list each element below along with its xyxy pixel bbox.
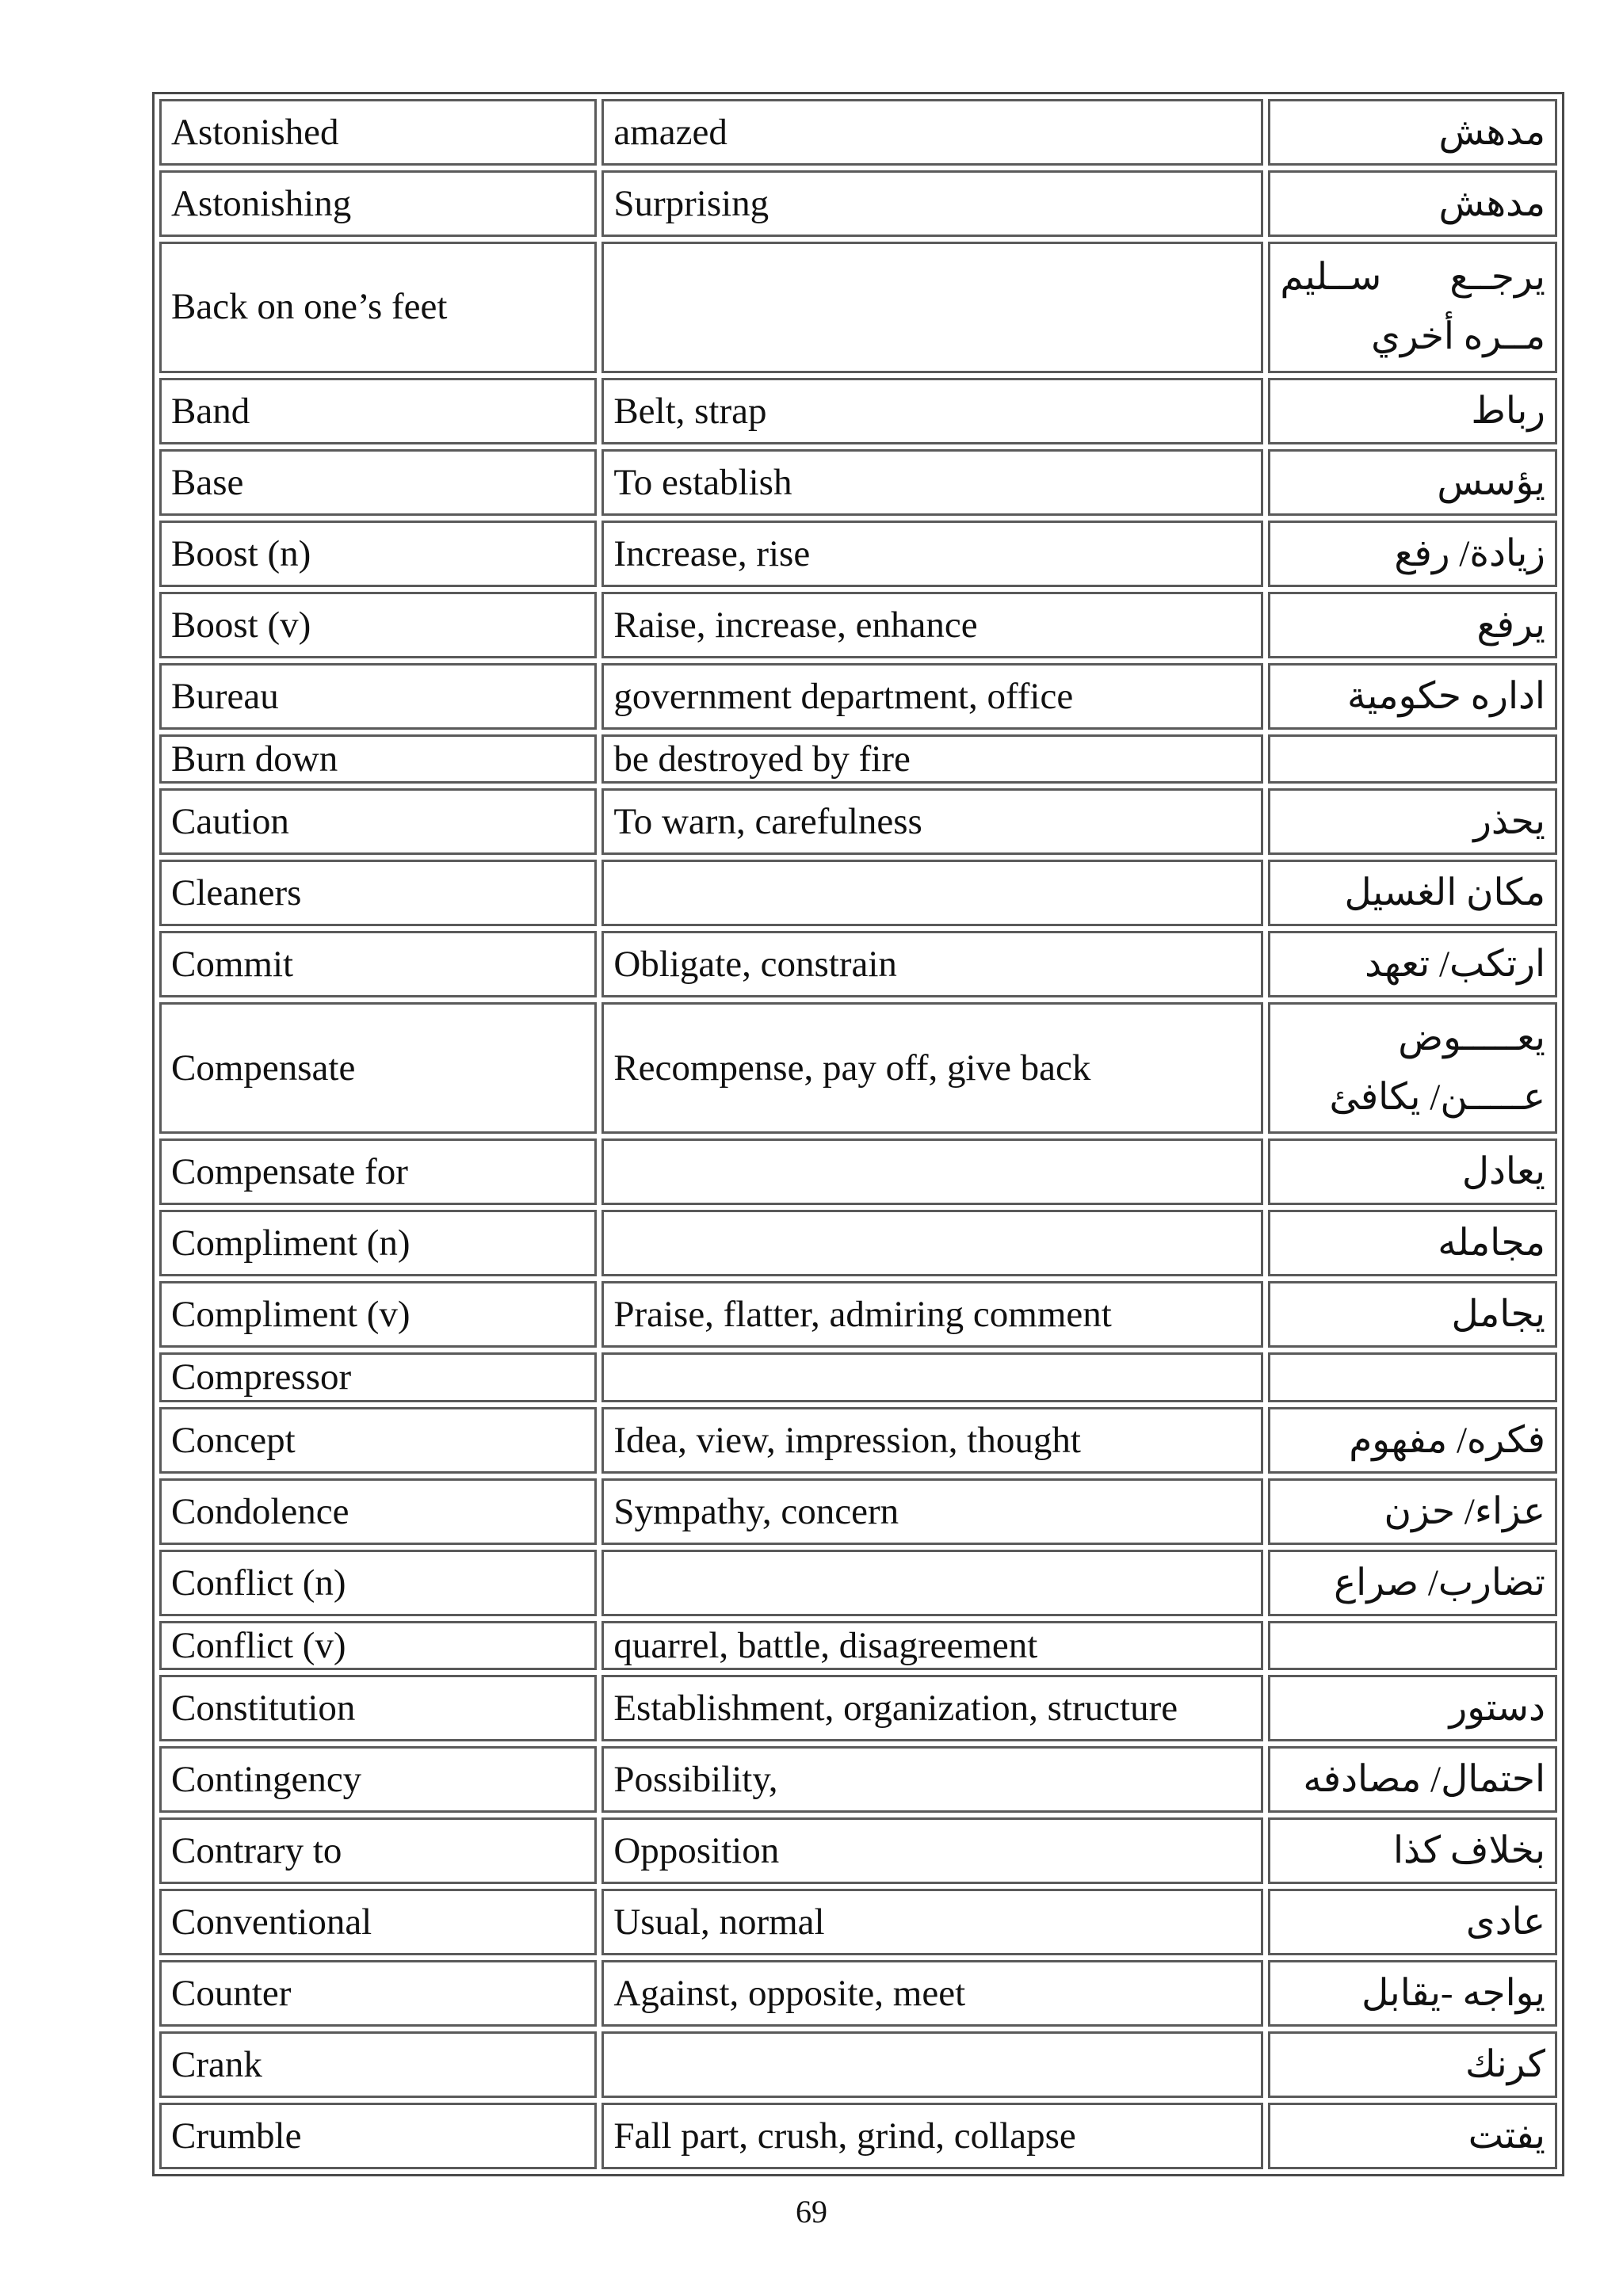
table-row — [159, 242, 1557, 373]
synonyms-cell: Recompense, pay off, give back — [601, 1002, 1263, 1134]
term-cell: Counter — [159, 1960, 597, 2027]
synonyms-cell — [601, 860, 1263, 926]
synonyms-cell: Opposition — [601, 1817, 1263, 1884]
arabic-cell: يؤسس — [1268, 449, 1557, 516]
term-cell: Constitution — [159, 1675, 597, 1741]
term-cell: Compliment (v) — [159, 1281, 597, 1348]
arabic-cell: يواجه -يقابل — [1268, 1960, 1557, 2027]
term-cell: Boost (v) — [159, 592, 597, 658]
table-row — [159, 1550, 1557, 1616]
arabic-cell: ارتكب/ تعهد — [1268, 931, 1557, 997]
arabic-cell: احتمال/ مصادفه — [1268, 1746, 1557, 1813]
term-cell: Base — [159, 449, 597, 516]
arabic-cell: تضارب/ صراع — [1268, 1550, 1557, 1616]
table-row — [159, 1478, 1557, 1545]
table-row — [159, 1621, 1557, 1670]
table-row — [159, 99, 1557, 166]
synonyms-cell: To warn, carefulness — [601, 788, 1263, 855]
synonyms-cell: government department, office — [601, 663, 1263, 730]
synonyms-cell: To establish — [601, 449, 1263, 516]
term-cell: Compensate — [159, 1002, 597, 1134]
synonyms-cell: Establishment, organization, structure — [601, 1675, 1263, 1741]
arabic-cell: مجامله — [1268, 1210, 1557, 1276]
arabic-cell: دستور — [1268, 1675, 1557, 1741]
table-row — [159, 1817, 1557, 1884]
table-row — [159, 378, 1557, 444]
synonyms-cell: Obligate, constrain — [601, 931, 1263, 997]
table-row — [159, 931, 1557, 997]
arabic-cell: يرفع — [1268, 592, 1557, 658]
table-row — [159, 734, 1557, 784]
synonyms-cell: amazed — [601, 99, 1263, 166]
table-row — [159, 2031, 1557, 2098]
term-cell: Compressor — [159, 1352, 597, 1402]
vocabulary-table — [152, 92, 1564, 2176]
term-cell: Contrary to — [159, 1817, 597, 1884]
synonyms-cell — [601, 242, 1263, 373]
arabic-cell: يفتت — [1268, 2103, 1557, 2169]
arabic-cell: كرنك — [1268, 2031, 1557, 2098]
synonyms-cell: Possibility, — [601, 1746, 1263, 1813]
term-cell: Bureau — [159, 663, 597, 730]
synonyms-cell: Against, opposite, meet — [601, 1960, 1263, 2027]
table-row — [159, 592, 1557, 658]
synonyms-cell: Belt, strap — [601, 378, 1263, 444]
term-cell: Burn down — [159, 734, 597, 784]
term-cell: Conflict (n) — [159, 1550, 597, 1616]
table-row — [159, 1960, 1557, 2027]
table-row — [159, 1407, 1557, 1474]
vocabulary-table-body — [159, 99, 1557, 2169]
table-row — [159, 1002, 1557, 1134]
synonyms-cell: Fall part, crush, grind, collapse — [601, 2103, 1263, 2169]
arabic-cell — [1268, 1621, 1557, 1670]
term-cell: Back on one’s feet — [159, 242, 597, 373]
term-cell: Astonishing — [159, 170, 597, 237]
term-cell: Caution — [159, 788, 597, 855]
arabic-cell: رباط — [1268, 378, 1557, 444]
arabic-cell: يجامل — [1268, 1281, 1557, 1348]
page-number: 69 — [796, 2194, 827, 2229]
synonyms-cell — [601, 1550, 1263, 1616]
synonyms-cell: Sympathy, concern — [601, 1478, 1263, 1545]
synonyms-cell: Surprising — [601, 170, 1263, 237]
term-cell: Concept — [159, 1407, 597, 1474]
table-row — [159, 2103, 1557, 2169]
synonyms-cell — [601, 1138, 1263, 1205]
table-row — [159, 1889, 1557, 1955]
table-row — [159, 788, 1557, 855]
table-row — [159, 1138, 1557, 1205]
table-row — [159, 449, 1557, 516]
arabic-cell: زيادة/ رفع — [1268, 521, 1557, 587]
term-cell: Contingency — [159, 1746, 597, 1813]
arabic-cell: مدهش — [1268, 170, 1557, 237]
synonyms-cell — [601, 2031, 1263, 2098]
arabic-cell — [1268, 734, 1557, 784]
synonyms-cell: Raise, increase, enhance — [601, 592, 1263, 658]
arabic-cell — [1268, 1352, 1557, 1402]
term-cell: Boost (n) — [159, 521, 597, 587]
table-row — [159, 1675, 1557, 1741]
table-row — [159, 1746, 1557, 1813]
arabic-cell: فكره/ مفهوم — [1268, 1407, 1557, 1474]
term-cell: Astonished — [159, 99, 597, 166]
synonyms-cell: Idea, view, impression, thought — [601, 1407, 1263, 1474]
arabic-cell: اداره حكومية — [1268, 663, 1557, 730]
term-cell: Conflict (v) — [159, 1621, 597, 1670]
table-row — [159, 1352, 1557, 1402]
synonyms-cell — [601, 1210, 1263, 1276]
arabic-cell: يعادل — [1268, 1138, 1557, 1205]
table-row — [159, 1210, 1557, 1276]
term-cell: Cleaners — [159, 860, 597, 926]
arabic-cell: بخلاف كذا — [1268, 1817, 1557, 1884]
table-row — [159, 1281, 1557, 1348]
term-cell: Commit — [159, 931, 597, 997]
table-row — [159, 521, 1557, 587]
term-cell: Band — [159, 378, 597, 444]
synonyms-cell: Usual, normal — [601, 1889, 1263, 1955]
arabic-cell: يحذر — [1268, 788, 1557, 855]
term-cell: Crank — [159, 2031, 597, 2098]
table-row — [159, 170, 1557, 237]
term-cell: Condolence — [159, 1478, 597, 1545]
arabic-cell: مكان الغسيل — [1268, 860, 1557, 926]
table-row — [159, 663, 1557, 730]
term-cell: Crumble — [159, 2103, 597, 2169]
arabic-cell: مدهش — [1268, 99, 1557, 166]
table-row — [159, 860, 1557, 926]
term-cell: Conventional — [159, 1889, 597, 1955]
term-cell: Compensate for — [159, 1138, 597, 1205]
arabic-cell: عزاء/ حزن — [1268, 1478, 1557, 1545]
synonyms-cell: be destroyed by fire — [601, 734, 1263, 784]
term-cell: Compliment (n) — [159, 1210, 597, 1276]
synonyms-cell — [601, 1352, 1263, 1402]
synonyms-cell: quarrel, battle, disagreement — [601, 1621, 1263, 1670]
arabic-cell: يعـــــوض عـــــن/ يكافئ — [1268, 1002, 1557, 1134]
arabic-cell: يرجــع ســليم مــره أخري — [1268, 242, 1557, 373]
arabic-cell: عادى — [1268, 1889, 1557, 1955]
synonyms-cell: Praise, flatter, admiring comment — [601, 1281, 1263, 1348]
synonyms-cell: Increase, rise — [601, 521, 1263, 587]
